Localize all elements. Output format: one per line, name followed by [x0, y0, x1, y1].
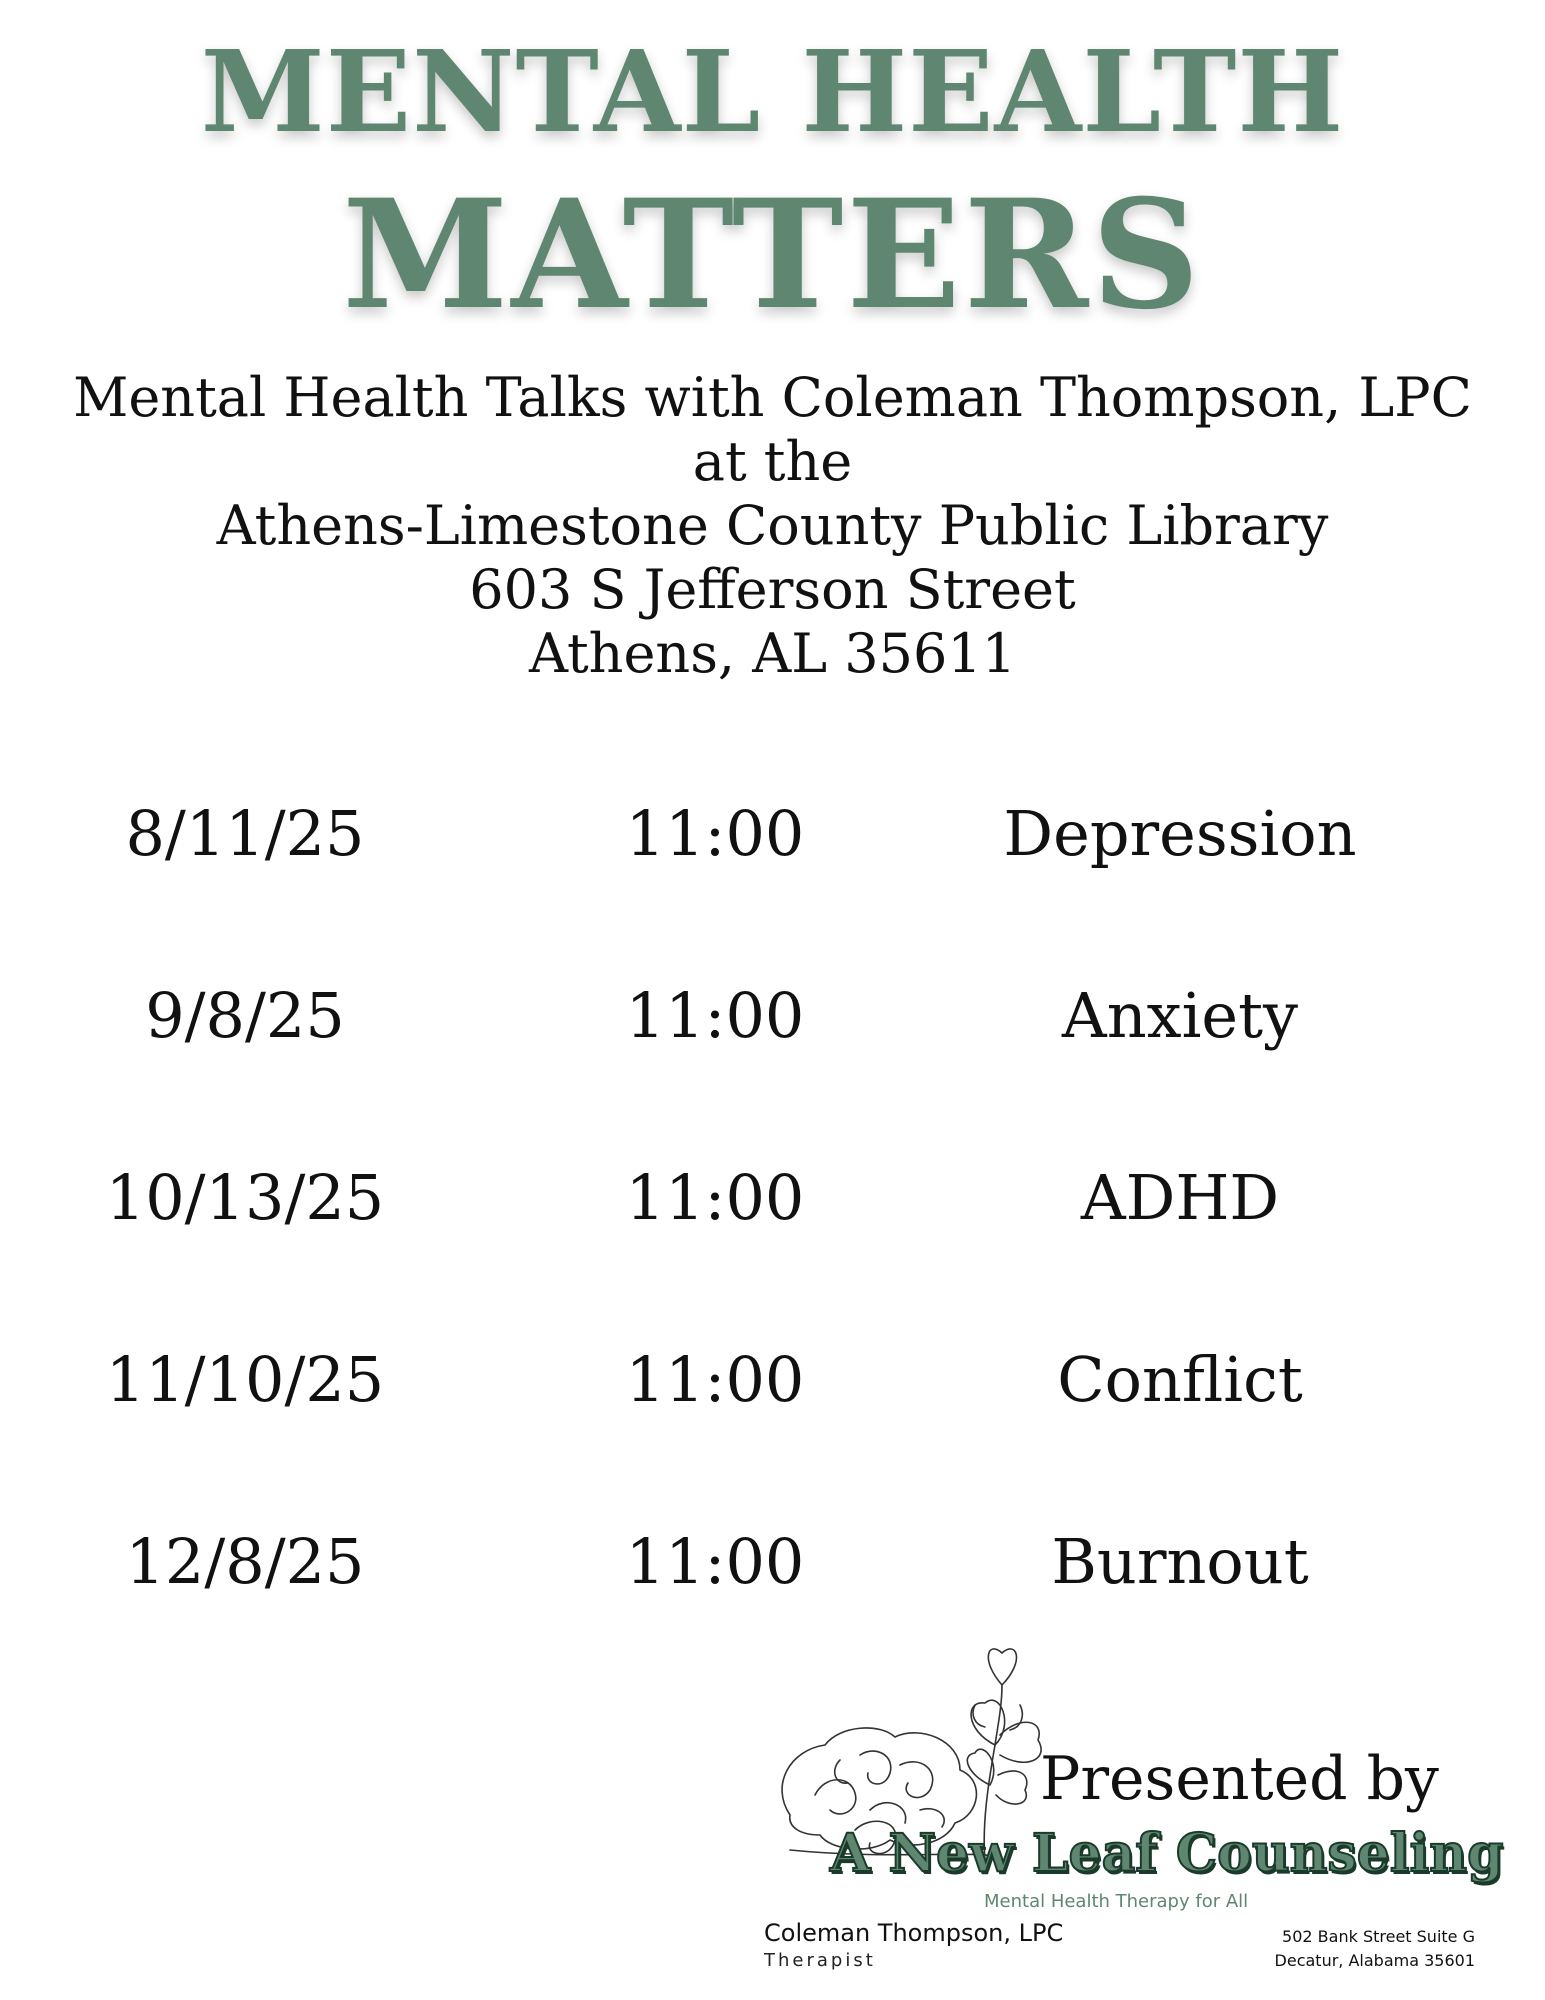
page-title-line2: MATTERS — [342, 167, 1203, 343]
page-title-line1: MENTAL HEALTH — [200, 27, 1345, 158]
schedule-time: 11:00 — [625, 1343, 805, 1416]
practice-tagline: Mental Health Therapy for All — [984, 1891, 1249, 1912]
schedule-time: 11:00 — [625, 1161, 805, 1234]
event-description: Mental Health Talks with Coleman Thompson, LPC — [73, 366, 1472, 429]
schedule-time: 11:00 — [625, 979, 805, 1052]
schedule-topic: ADHD — [1080, 1161, 1280, 1234]
schedule-date: 9/8/25 — [145, 979, 345, 1052]
schedule-time: 11:00 — [625, 1525, 805, 1598]
schedule-date: 12/8/25 — [125, 1525, 365, 1598]
schedule-topic: Burnout — [1051, 1525, 1309, 1598]
schedule-topic: Anxiety — [1061, 979, 1299, 1052]
schedule-time: 11:00 — [625, 797, 805, 870]
venue-prefix: at the — [692, 430, 853, 493]
schedule-date: 10/13/25 — [105, 1161, 385, 1234]
presented-by-label: Presented by — [1040, 1744, 1439, 1814]
schedule-date: 8/11/25 — [125, 797, 365, 870]
venue-city: Athens, AL 35611 — [528, 622, 1017, 685]
venue-street: 603 S Jefferson Street — [469, 558, 1076, 621]
venue-name: Athens-Limestone County Public Library — [216, 494, 1329, 557]
therapist-name: Coleman Thompson, LPC — [764, 1919, 1064, 1947]
schedule-topic: Conflict — [1057, 1343, 1303, 1416]
schedule-date: 11/10/25 — [105, 1343, 385, 1416]
address-line1: 502 Bank Street Suite G — [1282, 1927, 1475, 1946]
practice-name-logo: A New Leaf Counseling — [830, 1823, 1504, 1884]
address-line2: Decatur, Alabama 35601 — [1274, 1951, 1475, 1970]
therapist-role: Therapist — [764, 1950, 876, 1971]
schedule-topic: Depression — [1003, 797, 1357, 870]
